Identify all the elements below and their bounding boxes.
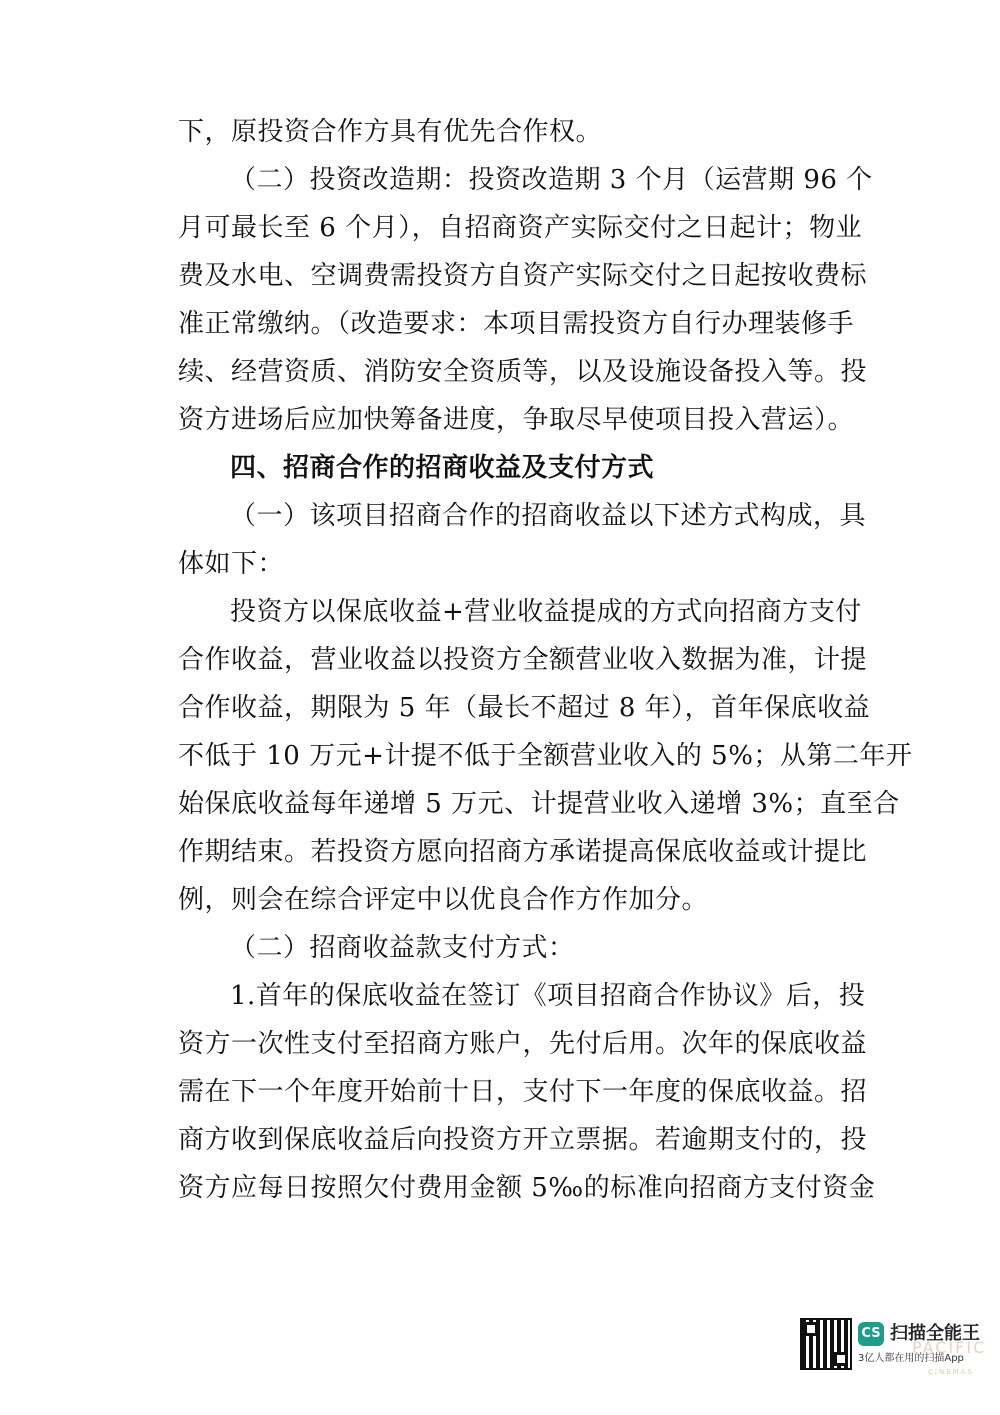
text-line-16: 作期结束。若投资方愿向招商方承诺提高保底收益或计提比 — [178, 837, 868, 867]
text-line-17: 例，则会在综合评定中以优良合作方作加分。 — [178, 885, 709, 915]
text-line-12: 合作收益，营业收益以投资方全额营业收入数据为准，计提 — [178, 645, 868, 675]
text-line-7: 资方进场后应加快筹备进度，争取尽早使项目投入营运）。 — [178, 405, 855, 435]
text-line-21: 需在下一个年度开始前十日，支付下一年度的保底收益。招 — [178, 1077, 868, 1107]
text-line-11: 投资方以保底收益+营业收益提成的方式向招商方支付 — [230, 597, 862, 627]
text-line-20: 资方一次性支付至招商方账户，先付后用。次年的保底收益 — [178, 1029, 868, 1059]
pacific-watermark: PACIFIC — [912, 1338, 987, 1357]
scanner-brand-name: 扫描全能王 — [890, 1323, 980, 1344]
text-line-22: 商方收到保底收益后向投资方开立票据。若逾期支付的，投 — [178, 1125, 868, 1155]
text-line-2: （二）投资改造期：投资改造期 3 个月（运营期 96 个 — [230, 165, 873, 195]
text-line-5: 准正常缴纳。（改造要求：本项目需投资方自行办理装修手 — [178, 309, 855, 339]
text-line-15: 始保底收益每年递增 5 万元、计提营业收入递增 3%；直至合 — [178, 789, 900, 819]
scanner-watermark — [800, 1318, 990, 1398]
text-line-23: 资方应每日按照欠付费用金额 5‰的标准向招商方支付资金 — [178, 1173, 876, 1203]
camscanner-logo-icon: CS — [858, 1322, 884, 1346]
text-line-6: 续、经营资质、消防安全资质等，以及设施设备投入等。投 — [178, 357, 868, 387]
text-line-4: 费及水电、空调费需投资方自资产实际交付之日起按收费标 — [178, 261, 868, 291]
text-line-9: （一）该项目招商合作的招商收益以下述方式构成，具 — [230, 501, 867, 531]
text-line-3: 月可最长至 6 个月），自招商资产实际交付之日起计；物业 — [178, 213, 863, 243]
text-line-19: 1.首年的保底收益在签订《项目招商合作协议》后，投 — [230, 981, 866, 1011]
cinemas-watermark: CINEMAS — [928, 1368, 974, 1376]
text-line-1: 下，原投资合作方具有优先合作权。 — [178, 117, 603, 147]
qr-code-icon — [800, 1318, 852, 1370]
text-line-10: 体如下： — [178, 549, 285, 579]
section-heading: 四、招商合作的招商收益及支付方式 — [230, 453, 655, 483]
text-line-13: 合作收益，期限为 5 年（最长不超过 8 年），首年保底收益 — [178, 693, 871, 723]
text-line-14: 不低于 10 万元+计提不低于全额营业收入的 5%；从第二年开 — [178, 741, 913, 771]
scanner-slogan: 3亿人都在用的扫描App — [858, 1353, 964, 1364]
text-line-18: （二）招商收益款支付方式： — [230, 933, 575, 963]
